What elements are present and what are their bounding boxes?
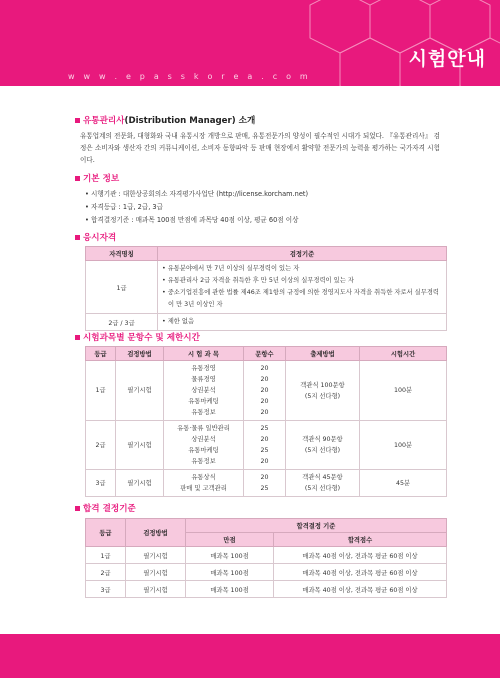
table-cell [286, 421, 360, 470]
question-type: 객관식 45문항 [302, 474, 343, 481]
page-footer [0, 634, 500, 678]
table-cell: 3급 [86, 470, 116, 497]
table-row [86, 261, 447, 314]
title-part-b: (Distribution Manager) 소개 [124, 116, 256, 126]
req-line: • 유통분야에서 만 7년 이상의 실무경력이 있는 자 [162, 265, 300, 272]
table-cell: 필기시험 [116, 421, 164, 470]
table-cell: 필기시험 [126, 581, 186, 598]
subject-name: 판매 및 고객관리 [180, 485, 227, 492]
section-bullet-icon [75, 506, 80, 511]
col-header: 합격점수 [274, 533, 447, 547]
table-cell [244, 421, 286, 470]
table-cell: 100분 [360, 421, 447, 470]
col-header: 시험시간 [360, 347, 447, 361]
page-title: 시험안내 [408, 48, 486, 70]
table-cell [286, 361, 360, 421]
table-cell: 1급 [86, 261, 158, 314]
req-line: • 중소기업진흥에 관한 법률 제46조 제1항의 규정에 의한 경영지도사 자격을 취득한 자로서 실무경력이 만 3년 이상인 자 [162, 289, 439, 308]
question-count: 20 [260, 458, 269, 465]
question-type: (5지 선다형) [304, 392, 341, 400]
question-count: 20 [260, 474, 269, 481]
question-count: 20 [260, 436, 269, 443]
pass-criteria-table [85, 518, 447, 598]
table-cell: 매과목 40점 이상, 전과목 평균 60점 이상 [274, 581, 447, 598]
table-cell [158, 261, 447, 314]
col-header: 출제방법 [286, 347, 360, 361]
table-cell: 1급 [86, 361, 116, 421]
basic-info-list [85, 188, 308, 227]
col-header-group: 합격결정 기준 [186, 519, 447, 533]
question-count: 20 [260, 409, 269, 416]
subject-name: 유통마케팅 [188, 398, 219, 405]
table-row [86, 314, 447, 331]
question-type: 객관식 100문항 [300, 381, 345, 389]
basic-info-item: • 합격결정기준 : 매과목 100점 만점에 과목당 40점 이상, 평균 60점 이상 [85, 216, 299, 224]
section-basic-title [75, 172, 119, 184]
question-count: 25 [260, 447, 269, 454]
col-header: 만점 [186, 533, 274, 547]
section-pass-title [75, 502, 136, 514]
table-cell: 매과목 40점 이상, 전과목 평균 60점 이상 [274, 547, 447, 564]
question-count: 20 [260, 398, 269, 405]
section-intro-title [75, 114, 255, 126]
hexagon-pattern [300, 0, 500, 86]
section-basic-label: 기본 정보 [83, 174, 120, 184]
table-cell: 1급 [86, 547, 126, 564]
subjects-table [85, 346, 447, 497]
table-cell: 2급 [86, 421, 116, 470]
website-url[interactable]: w w w . e p a s s k o r e a . c o m [68, 72, 311, 81]
subject-name: 유통·물류 일반관리 [177, 425, 230, 432]
table-row [86, 361, 447, 421]
col-header: 자격명칭 [86, 247, 158, 261]
table-cell: 필기시험 [116, 470, 164, 497]
basic-info-item: • 시행기관 : 대한상공회의소 자격평가사업단 (http://license.korcham.net) [85, 190, 309, 198]
table-cell: 매과목 100점 [186, 564, 274, 581]
subject-name: 유통상식 [191, 474, 216, 481]
col-header: 검정기준 [158, 247, 447, 261]
table-cell: 매과목 100점 [186, 547, 274, 564]
table-cell: 매과목 40점 이상, 전과목 평균 60점 이상 [274, 564, 447, 581]
req-line: • 유통관리사 2급 자격을 취득한 후 만 5년 이상의 실무경력이 있는 자 [162, 277, 354, 284]
table-cell: 필기시험 [116, 361, 164, 421]
question-count: 20 [260, 387, 269, 394]
subject-name: 유통정보 [191, 458, 216, 465]
table-cell [286, 470, 360, 497]
question-type: 객관식 90문항 [302, 436, 343, 443]
section-subjects-label: 시험과목별 문항수 및 제한시간 [83, 333, 200, 343]
table-cell: 필기시험 [126, 547, 186, 564]
section-bullet-icon [75, 176, 80, 181]
question-count: 20 [260, 376, 269, 383]
section-qualification-title [75, 231, 116, 243]
table-cell [244, 470, 286, 497]
page-header [0, 0, 500, 86]
subject-name: 유통마케팅 [188, 447, 219, 454]
section-subjects-title [75, 331, 200, 343]
section-qualification-label: 응시자격 [83, 233, 117, 243]
section-bullet-icon [75, 335, 80, 340]
basic-info-item: • 자격등급 : 1급, 2급, 3급 [85, 203, 163, 211]
table-row [86, 421, 447, 470]
table-cell [244, 361, 286, 421]
subject-name: 상권분석 [191, 387, 216, 394]
table-row [86, 547, 447, 564]
question-count: 20 [260, 365, 269, 372]
table-cell: 45분 [360, 470, 447, 497]
table-cell [158, 314, 447, 331]
question-count: 25 [260, 485, 269, 492]
subject-name: 유통경영 [191, 365, 216, 372]
qualification-table [85, 246, 447, 331]
col-header: 검정방법 [126, 519, 186, 547]
subject-name: 유통정보 [191, 409, 216, 416]
section-pass-label: 합격 결정기준 [83, 504, 136, 514]
table-cell: 매과목 100점 [186, 581, 274, 598]
table-cell [164, 470, 244, 497]
col-header: 문항수 [244, 347, 286, 361]
table-cell [164, 421, 244, 470]
table-cell: 3급 [86, 581, 126, 598]
subject-name: 물류경영 [191, 376, 216, 383]
table-row [86, 564, 447, 581]
table-cell: 필기시험 [126, 564, 186, 581]
question-count: 25 [260, 425, 269, 432]
table-cell: 100분 [360, 361, 447, 421]
table-cell [164, 361, 244, 421]
section-bullet-icon [75, 235, 80, 240]
col-header: 등급 [86, 347, 116, 361]
col-header: 등급 [86, 519, 126, 547]
intro-paragraph: 유통업계의 전문화, 대형화와 국내 유통시장 개방으로 판매, 유통전문가의 양성이 필수적인 시대가 되었다. 『유통관리사』 검정은 소비자와 생산자 간의 커뮤니케이션, 소비자 동향파악 등 판매 현장에서 활약할 전문가의 능력을 평가하는 국가자격 시험이다. [80, 132, 440, 164]
table-cell: 2급 [86, 564, 126, 581]
col-header: 검정방법 [116, 347, 164, 361]
col-header: 시 험 과 목 [164, 347, 244, 361]
req-line: • 제한 없음 [162, 318, 195, 325]
question-type: (5지 선다형) [304, 485, 341, 492]
table-row [86, 470, 447, 497]
section-bullet-icon [75, 118, 80, 123]
question-type: (5지 선다형) [304, 447, 341, 454]
table-cell: 2급 / 3급 [86, 314, 158, 331]
title-part-a: 유통관리사 [83, 116, 125, 126]
subject-name: 상권분석 [191, 436, 216, 443]
table-row [86, 581, 447, 598]
